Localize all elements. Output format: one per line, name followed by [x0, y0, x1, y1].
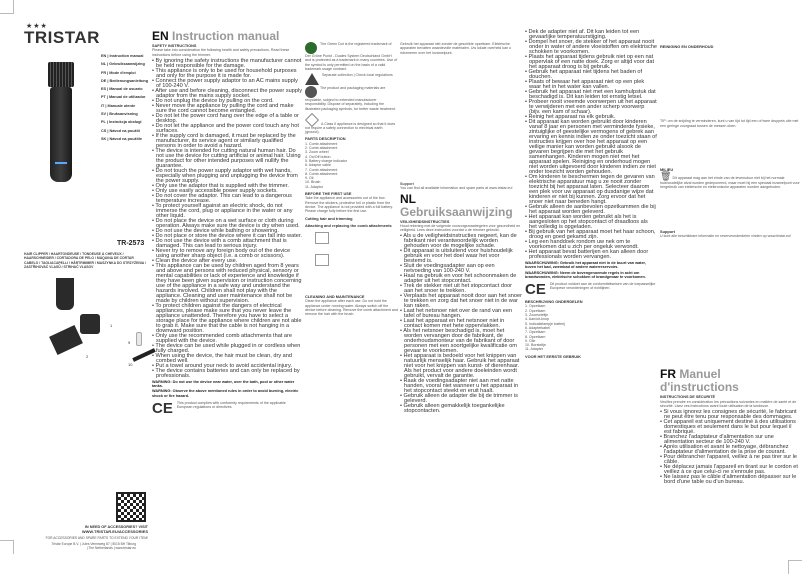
part-item: 6. Adaptor cable — [305, 163, 331, 168]
list-item: • The device contains batteries and can only be replaced by professionals. — [152, 369, 302, 379]
part-item: 10. Borsteltje — [525, 343, 546, 348]
list-item: • Si vous ignorez les consignes de sécurité, le fabricant ne peut être tenu pour responsable des dommages. — [660, 410, 800, 420]
nl-safety-list-part2 — [525, 30, 657, 260]
ce-mark: CE — [152, 399, 173, 417]
brand-logo: TRISTAR — [24, 28, 100, 47]
accessories-heading: IN NEED OF ACCESSORIES? VISIT — [84, 525, 148, 529]
list-item: • By ignoring the safety instructions the manufacturer cannot be held responsible for the damage. — [152, 59, 302, 69]
qr-code — [116, 492, 146, 522]
language-list: EN | Instruction manual NL | Gebruiksaanwijzing FR | Mode d'emploi DE | Bedienungsanleitung ES | Manual de usuario PT | Manual de utilizador IT | Manuale utente SV | Bruksanvisning PL | Instrukcja obsługi CS | Návod na použití SK | Návod na použitie — [101, 54, 149, 141]
company-address: Tristar Europe B.V. | Jules Verneweg 87 | 5015 BH Tilburg | The Netherlands | www.tristar.eu — [51, 542, 136, 551]
crop-mark — [0, 0, 14, 14]
model-number: TR-2573 — [117, 240, 145, 247]
list-item: • After use and before cleaning, disconnect the power supply adaptor from the mains supply socket. — [152, 89, 302, 99]
recycle-triangle-icon — [305, 73, 319, 85]
list-item: • Branchez l'adaptateur d'alimentation sur une alimentation secteur de 100-240 V. — [660, 435, 800, 445]
green-dot-icon — [305, 42, 317, 54]
list-item: • Plaats of bewaar het apparaat niet op een plek waar het in het water kan vallen. — [525, 80, 657, 90]
list-item: • Verplaats het apparaat nooit door aan het snoer te trekken en zorg dat het snoer niet in de war kan raken. — [400, 294, 522, 309]
en-warning: WARNING: Do not use the device near water, over the bath, pool or other water tanks. — [152, 379, 295, 388]
list-item: • Het apparaat is bedoeld voor het knippen van natuurlijk menselijk haar. Gebruik het apparaat niet voor het knippen van kunst- of dierenhaar. Als het product voor andere doeleinden wordt gebruikt, vervalt de garantie. — [400, 354, 522, 379]
list-item: • Om kinderen te beschermen tegen de gevaren van elektrische apparatuur mag u ze nooit zonder toezicht bij het apparaat laten. Selecteer daarom een plek voor uw apparaat op dusdanige wijze dat kinderen er niet bij kunnen. Zorg ervoor dat het snoer niet naar beneden hangt. — [525, 175, 657, 205]
part-label: 2 — [86, 354, 89, 359]
part-item: 4. Aan/uit-knop — [525, 317, 549, 322]
cover-panel — [20, 22, 150, 552]
crop-mark — [788, 560, 802, 574]
list-item: • Only use easily accessible power supply sockets. — [152, 189, 302, 194]
part-item: 1. Opzetkam — [525, 304, 546, 309]
list-item: • Never move the appliance by pulling the cord and make sure the cord cannot become entangled. — [152, 104, 302, 114]
en-safety-heading: SAFETY INSTRUCTIONS — [152, 44, 197, 48]
part-item: 6. Adapterkabel — [525, 325, 550, 330]
parts-illustration — [20, 278, 150, 418]
list-item: • Het apparaat kan worden gebruikt als het is aangesloten op het stopcontact of draadloos als het volledig is opgeladen. — [525, 215, 657, 230]
list-item: • To protect yourself against an electric shock, do not immerse the cord, plug or appliance in the water or any other liquid. — [152, 204, 302, 219]
list-item: • Gebruik alleen de aanbevolen opzetkammen die bij het apparaat worden geleverd. — [525, 205, 657, 215]
list-item: • Dek de adapter niet af. Dit kan leiden tot een gevaarlijke temperatuurstijging. — [525, 30, 657, 40]
list-item: • Do not place or store the device where it can fall into water. — [152, 234, 302, 239]
list-item: • Reinig het apparaat na elk gebruik. — [525, 115, 657, 120]
part-item: 1. Comb attachment — [305, 141, 338, 146]
en-safety-intro: Please take into consideration the following health and safety precautions. Read these instructions before using the trimmer. — [152, 48, 290, 57]
list-item: • The device can be used while plugged in or cordless when fully charged. — [152, 344, 302, 354]
list-item: • Ne laissez pas le câble d'alimentation dépasser sur le bord d'une table ou d'un bureau. — [660, 475, 800, 485]
part-item: 11. Adapter — [525, 347, 544, 352]
wheelie-bin-icon: 🗑 — [660, 171, 672, 182]
nl-parts-heading: BESCHRIJVING ONDERDELEN — [525, 299, 583, 305]
part-item: 5. Battery charge indicator — [305, 158, 347, 163]
part-item: 7. Opzetkam — [525, 330, 546, 335]
nl-section: Gebruik het apparaat niet zonder de geschikte opzetkam. Elektrische apparaten bevatten waardevolle materialen. Uw lokale overheid kan u informeren over het inzamelpunt. Support You can find all available information and spare parts at www.tristar.eu! NL Gebruiksaanwijzing VEILIGHEIDSINSTRUCTIES Houd rekening met de volgende voorzorgsmaatregelen voor gezondheid en veiligheid. Lees deze instructies voordat u de trimmer gebruikt. • Als u de veiligheidsinstructies negeert, kan de fabrikant niet verantwoordelijk worden gehouden voor de mogelijke schade. • Dit apparaat is uitsluitend voor huishoudelijk gebruik en voor het doel waar het voor bestemd is. • Sluit de voedingsadapter aan op een netvoeding van 100-240 V. • Haal na gebruik en voor het schoonmaken de adapter uit het stopcontact. • Trek de stekker niet uit het stopcontact door aan het snoer te trekken. • Verplaats het apparaat nooit door aan het snoer te trekken en zorg dat het snoer niet in de war kan raken. • Laat het netsnoer niet over de rand van een tafel of bureau hangen. • Laat het apparaat en het netsnoer niet in contact komen met hete oppervlakken. • Als het netsnoer beschadigd is, moet het worden vervangen door de fabrikant, de onderhoudsmonteur van de fabrikant of door personen met een soortgelijke kwalificatie om gevaar te voorkomen. • Het apparaat is bedoeld voor het knippen van natuurlijk menselijk haar. Gebruik het apparaat niet voor het knippen van kunst- of dierenhaar. Als het product voor andere doeleinden wordt gebruikt, vervalt de garantie. • Raak de voedingsadapter niet aan met natte handen, vooral niet wanneer u het apparaat in het stopcontact steekt en eruit haalt. • Gebruik alleen de adapter die bij de trimmer is geleverd. • Gebruik alleen gemakkelijk toegankelijke stopcontacten. — [400, 42, 522, 414]
nl-warning: WAARSCHUWING: Gebruik het apparaat niet in de buurt van water, boven het bad, zwembad of andere waterreservoirs. — [525, 261, 646, 270]
list-item: • Clean the device after every use. — [152, 259, 302, 264]
fr-section: REINIGING EN ONDERHOUD TIP: om de snijding te verminderen, kunt u van tijd tot tijd een of twee druppels olie met een geringe zuurgraad tussen de messen doen. MILIEU 🗑 Dit apparaat mag aan het einde van de levensduur niet bij het normale huishoudelijke afval worden gedeponeerd, maar moet bij een speciaal inzamelpunt voor hergebruik van elektrische en elektronische apparaten worden aangeboden. Support U kunt alle beschikbare informatie en reserveonderdelen vinden op www.tristar.eu! FR Manuel d'instructions INSTRUCTIONS DE SÉCURITÉ Veuillez prendre en considération les précautions suivantes en matière de santé et de sécurité. Lisez ces instructions avant toute utilisation de la tondeuse. • Si vous ignorez les consignes de sécurité, le fabricant ne peut être tenu pour responsable des dommages. • Cet appareil est uniquement destiné à des utilisations domestiques et seulement dans le but pour lequel il est fabriqué. • Branchez l'adaptateur d'alimentation sur une alimentation secteur de 100-240 V. • Après utilisation et avant le nettoyage, débranchez l'adaptateur d'alimentation de la prise de courant. • Pour débrancher l'appareil, veillez à ne pas tirer sur le câble. • Ne déplacez jamais l'appareil en tirant sur le cordon et veillez à ce que celui-ci ne s'enroule pas. • Ne laissez pas le câble d'alimentation dépasser sur le bord d'une table ou d'un bureau. — [660, 42, 800, 485]
list-item: • Trek de stekker niet uit het stopcontact door aan het snoer te trekken. — [400, 284, 522, 294]
en-title: EN Instruction manual — [152, 29, 280, 43]
list-item: • Gebruik alleen gemakkelijk toegankelijke stopcontacten. — [400, 404, 522, 414]
nl-section-continued — [525, 30, 657, 359]
list-item: • Haal na gebruik en voor het schoonmaken de adapter uit het stopcontact. — [400, 274, 522, 284]
list-item: • Bij gebruik van het apparaat moet het haar schoon, droog en goed gekamd zijn. — [525, 230, 657, 240]
class-2-icon — [305, 113, 319, 127]
list-item: • Connect the power supply adaptor to an AC mains supply of 100-240 V. — [152, 79, 302, 89]
list-item: • Gebruik het apparaat niet met een kamhulpstuk dat beschadigd is. Dit kan leiden tot ernstig letsel. — [525, 90, 657, 100]
list-item: • Do not touch the power supply adaptor with wet hands, especially when plugging and unplugging the device from the power supply. — [152, 169, 302, 184]
triman-icon — [305, 86, 317, 98]
list-item: • Het apparaat bevat batterijen en kan alleen door professionals worden vervangen. — [525, 250, 657, 260]
list-item: • Plaats het apparaat tijdens gebruik niet op een nat oppervlak of een natte doek. Zorg er altijd voor dat het apparaat droog is bij gebruik. — [525, 55, 657, 70]
list-item: • Gebruik het apparaat niet tijdens het baden of douchen. — [525, 70, 657, 80]
list-item: • Do not cover the adaptor. This can lead to a dangerous temperature increase. — [152, 194, 302, 204]
crop-mark — [0, 540, 14, 554]
list-item: • Do not let the power cord hang over the edge of a table or desktop. — [152, 114, 302, 124]
part-item: 8. Comb attachment — [305, 171, 338, 176]
fr-title: FR Manuel d'instructions — [660, 367, 739, 395]
part-label: 9 — [128, 340, 131, 345]
list-item: • When using the device, the hair must be clean, dry and combed well. — [152, 354, 302, 364]
ce-text: Dit product voldoet aan de conformiteitseisen van de toepasselijke Europese verordeningen of richtlijnen. — [549, 282, 656, 291]
en-small-section: The Green Dot is the registered trademark of Der Grüne Punkt - Duales System Deutschland GmbH and is protected as a trademark in many countries. Use of the symbol is only permitted on the basis of a valid trademark usage contract. Separate collection | Check local regulations The product and packaging materials are recyclable, subject to extended manufacturer responsibility. Dispose of separately, including the illustrated packaging symbols, for better waste treatment. A Class II appliance is designed so that it does not require a safety connection to electrical earth (ground). PARTS DESCRIPTION 1. Comb attachment 2. Comb attachment 3. Zoom wheel 4. On/Off button 5. Battery charge indicator 6. Adaptor cable 7. Comb attachment 8. Comb attachment 9. Oil 10. Brush 11. Adaptor BEFORE THE FIRST USE Take the appliance and accessories out of the box. Remove the stickers, protective foil or plastic from the device. The appliance is not provided with a full battery. Please charge fully before the first use. Cutting hair and trimming Attaching and replacing the comb attachments CLEANING AND MAINTENANCE Clean the appliance after each use. Do not hold the appliance under running water. Always switch off the device before cleaning. Remove the comb attachment and remove the hair with the brush. — [305, 42, 398, 317]
list-item: • Raak de voedingsadapter niet aan met natte handen, vooral niet wanneer u het apparaat in het stopcontact steekt en eruit haalt. — [400, 379, 522, 394]
part-item: 7. Comb attachment — [305, 167, 338, 172]
list-item: • Als het netsnoer beschadigd is, moet het worden vervangen door de fabrikant, de onderhoudsmonteur van de fabrikant of door personen met een soortgelijke kwalificatie om gevaar te voorkomen. — [400, 329, 522, 354]
brand-stars: ★★★ — [26, 23, 48, 30]
list-item: • The device is intended for cutting natural human hair. Do not use the device for cutting artificial or animal hair. Using the product for other intended purposes will nullify the guarantee. — [152, 149, 302, 169]
list-item: • Pour débrancher l'appareil, veillez à ne pas tirer sur le câble. — [660, 455, 800, 465]
en-safety-list — [152, 59, 302, 379]
list-item: • Never try to remove any foreign body out of the device using another sharp object (i.e. a comb or scissors). — [152, 249, 302, 259]
list-item: • Only use the adaptor that is supplied with the trimmer. — [152, 184, 302, 189]
nl-safety-list-part1 — [400, 234, 522, 414]
list-item: • Only use the recommended comb attachments that are supplied with the device. — [152, 334, 302, 344]
part-item: 2. Opzetkam — [525, 308, 546, 313]
list-item: • Laat het netsnoer niet over de rand van een tafel of bureau hangen. — [400, 309, 522, 319]
list-item: • This appliance is only to be used for household purposes and only for the purpose it is made for. — [152, 69, 302, 79]
list-item: • Leg een handdoek rondom uw nek om te voorkomen dat u zich per ongeluk verwondt. — [525, 240, 657, 250]
list-item: • To protect children against the dangers of electrical appliances, please make sure that you never leave the appliance unattended. Therefore you have to select a storage place for the appliance where children are not able to grab it. Make sure that the cable is not hanging in a downward position. — [152, 304, 302, 334]
list-item: • Do not use the device while bathing or showering. — [152, 229, 302, 234]
list-item: • Dit apparaat is uitsluitend voor huishoudelijk gebruik en voor het doel waar het voor bestemd is. — [400, 249, 522, 264]
part-item: 8. Opzetkam — [525, 334, 546, 339]
product-image — [48, 62, 74, 182]
list-item: • Dit apparaat kan worden gebruikt door kinderen vanaf 8 jaar en personen met verminderde fysieke, zintuiglijke of geestelijke vermogens of gebrek aan ervaring en kennis indien ze onder toezicht staan of instructies krijgen over hoe het apparaat op een veilige manier kan worden gebruikt alsook de gevaren begrijpen die met het gebruik samenhangen. Kinderen mogen niet met het apparaat spelen. Reiniging en onderhoud mogen niet worden uitgevoerd door kinderen indien ze niet onder toezicht worden gehouden. — [525, 120, 657, 175]
list-item: • If the supply cord is damaged, it must be replaced by the manufacturer, its service agent or similarly qualified persons in order to avoid a hazard. — [152, 134, 302, 149]
part-item: 11. Adaptor — [305, 184, 324, 189]
list-item: • Gebruik alleen de adapter die bij de trimmer is geleverd. — [400, 394, 522, 404]
nl-before-heading: VOOR HET EERSTE GEBRUIK — [525, 353, 581, 359]
cleaning-illustrations — [660, 49, 800, 119]
en-section — [152, 28, 302, 416]
part-item: 2. Comb attachment — [305, 146, 338, 151]
list-item: • Put a towel around your neck to avoid accidental injury. — [152, 364, 302, 369]
accessories-sub: FOR ACCESSORIES AND SPARE PARTS TO EXTEND YOUR ITEM! — [45, 536, 148, 540]
list-item: • Laat het apparaat en het netsnoer niet in contact komen met hete oppervlakken. — [400, 319, 522, 329]
nl-title: NL Gebruiksaanwijzing — [400, 191, 513, 219]
part-label: 10 — [128, 362, 133, 367]
list-item: • Cet appareil est uniquement destiné à des utilisations domestiques et seulement dans le but pour lequel il est fabriqué. — [660, 420, 800, 435]
list-item: • Do not let the appliance and the power cord touch any hot surfaces. — [152, 124, 302, 134]
list-item: • Ne déplacez jamais l'appareil en tirant sur le cordon et veillez à ce que celui-ci ne s'enroule pas. — [660, 465, 800, 475]
en-warning: WARNING: Observe the above mentioned rules in order to avoid burning, electric shock or fire hazard. — [152, 389, 299, 398]
part-item: 9. Oil — [305, 176, 314, 181]
nl-warning: WAARSCHUWING: Neem de bovengenoemde regels in acht om brandwonden, elektrische schokken of brandgevaar te voorkomen. — [525, 270, 646, 279]
model-description: HAIR CLIPPER / HAARTONDEUSE / TONDEUSE À CHEVEUX / HAARSCHNEIDER / CORTADORA DE PELO / MÁQUINA DE CORTAR CABELO / TAGLIACAPELLI / HÅRTRIMMER / MASZYNKA DO STRZYŻENIA / ZASTŘIHOVAČ VLASŮ / STRIHAČ VLASOV — [24, 252, 146, 269]
accessories-url: WWW.TRISTAR.EU/ACCESSORIES — [81, 529, 148, 534]
comb-illustrations — [305, 232, 398, 292]
fr-safety-list — [660, 410, 800, 485]
list-item: • Après utilisation et avant le nettoyage, débranchez l'adaptateur d'alimentation de la prise de courant. — [660, 445, 800, 455]
ce-text: This product complies with conformity requirements of the applicable European regulations or directives. — [176, 400, 286, 410]
list-item: • This appliance can be used by children aged from 8 years and above and persons with reduced physical, sensory or mental capabilities or lack of experience and knowledge if they have been given supervision or instruction concerning use of the appliance in a safe way and understand the hazards involved. Children shall not play with the appliance. Cleaning and user maintenance shall not be made by children without supervision. — [152, 264, 302, 304]
part-item: 4. On/Off button — [305, 154, 331, 159]
list-item: • Do not use the device with a comb attachment that is damaged. This can lead to serious injury. — [152, 239, 302, 249]
part-item: 9. Olie — [525, 338, 536, 343]
list-item: • Do not place the device on a wet surface or cloth during operation. Always make sure the device is dry when used. — [152, 219, 302, 229]
part-item: 3. Zoom wheel — [305, 150, 329, 155]
part-label: 1 — [110, 323, 113, 328]
ce-mark: CE — [525, 281, 546, 299]
part-item: 3. Zoomwieltje — [525, 313, 549, 318]
list-item: • Dompel het snoer, de stekker of het apparaat nooit onder in water of andere vloeistoffen om elektrische schokken te voorkomen. — [525, 40, 657, 55]
part-item: 10. Brush — [305, 180, 321, 185]
list-item: • Probeer nooit vreemde voorwerpen uit het apparaat te verwijderen met een ander scherp voorwerp (bijv. een kam of schaar). — [525, 100, 657, 115]
list-item: • Do not unplug the device by pulling on the cord. — [152, 99, 302, 104]
list-item: • Als u de veiligheidsinstructies negeert, kan de fabrikant niet verantwoordelijk worden gehouden voor de mogelijke schade. — [400, 234, 522, 249]
part-item: 5. Indicatielampje batterij — [525, 321, 565, 326]
list-item: • Sluit de voedingsadapter aan op een netvoeding van 100-240 V. — [400, 264, 522, 274]
